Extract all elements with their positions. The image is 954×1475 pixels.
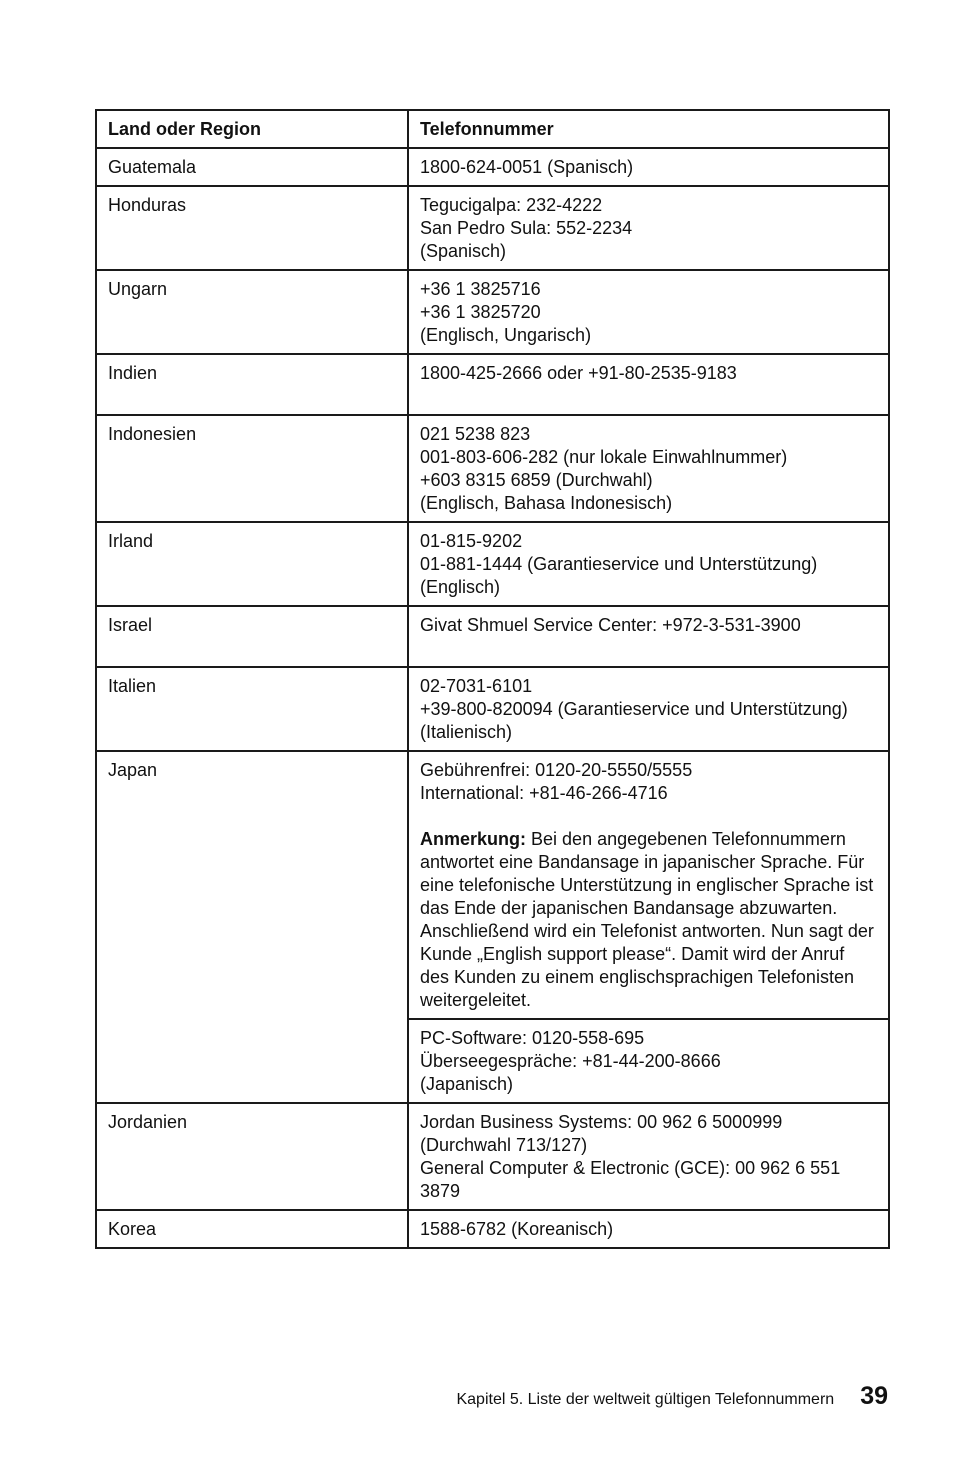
phone-line: (Italienisch) bbox=[420, 722, 513, 742]
phone-line: 1800-425-2666 oder +91-80-2535-9183 bbox=[420, 363, 737, 383]
table-row bbox=[96, 606, 889, 667]
phone-line: 021 5238 823 bbox=[420, 424, 531, 444]
page-footer bbox=[456, 1382, 888, 1411]
phone-line: (Spanisch) bbox=[420, 241, 507, 261]
column-header-country: Land oder Region bbox=[96, 110, 408, 148]
page-number: 39 bbox=[860, 1382, 888, 1410]
phone-cell bbox=[408, 522, 889, 606]
phone-line: 1588-6782 (Koreanisch) bbox=[420, 1219, 614, 1239]
country-cell: Japan bbox=[96, 751, 408, 1103]
phone-line: Überseegespräche: +81-44-200-8666 bbox=[420, 1051, 721, 1071]
table-row bbox=[96, 1210, 889, 1248]
column-header-phone: Telefonnummer bbox=[408, 110, 889, 148]
phone-line: PC-Software: 0120-558-695 bbox=[420, 1028, 645, 1048]
country-cell: Ungarn bbox=[96, 270, 408, 354]
table-row bbox=[96, 270, 889, 354]
phone-cell bbox=[408, 751, 889, 1019]
table-row bbox=[96, 751, 889, 1019]
phone-line: Tegucigalpa: 232-4222 bbox=[420, 195, 603, 215]
phone-line: 02-7031-6101 bbox=[420, 676, 533, 696]
phone-line: +39-800-820094 (Garantieservice und Unterstützung) bbox=[420, 699, 848, 719]
phone-line: (Englisch) bbox=[420, 577, 501, 597]
phone-number-table bbox=[95, 109, 890, 1249]
phone-cell bbox=[408, 1019, 889, 1103]
phone-line: Jordan Business Systems: 00 962 6 5000999 (Durchwahl 713/127) bbox=[420, 1112, 783, 1155]
table-row bbox=[96, 1103, 889, 1210]
chapter-title: Kapitel 5. Liste der weltweit gültigen Telefonnummern bbox=[456, 1391, 835, 1408]
table-row bbox=[96, 186, 889, 270]
phone-line: Givat Shmuel Service Center: +972-3-531-3900 bbox=[420, 615, 801, 635]
phone-line: Gebührenfrei: 0120-20-5550/5555 bbox=[420, 760, 693, 780]
country-cell: Israel bbox=[96, 606, 408, 667]
phone-cell bbox=[408, 148, 889, 186]
phone-line: 01-881-1444 (Garantieservice und Unterstützung) bbox=[420, 554, 818, 574]
country-cell: Italien bbox=[96, 667, 408, 751]
country-cell: Honduras bbox=[96, 186, 408, 270]
phone-line: +603 8315 6859 (Durchwahl) bbox=[420, 470, 653, 490]
phone-cell bbox=[408, 1210, 889, 1248]
table-row bbox=[96, 415, 889, 522]
phone-line: 1800-624-0051 (Spanisch) bbox=[420, 157, 634, 177]
phone-line: +36 1 3825716 bbox=[420, 279, 541, 299]
table-row bbox=[96, 148, 889, 186]
country-cell: Indien bbox=[96, 354, 408, 415]
phone-line: General Computer & Electronic (GCE): 00 962 6 551 3879 bbox=[420, 1158, 841, 1201]
phone-line: 001-803-606-282 (nur lokale Einwahlnummer) bbox=[420, 447, 788, 467]
country-cell: Korea bbox=[96, 1210, 408, 1248]
country-cell: Indonesien bbox=[96, 415, 408, 522]
phone-cell bbox=[408, 270, 889, 354]
phone-line: (Japanisch) bbox=[420, 1074, 514, 1094]
phone-cell bbox=[408, 1103, 889, 1210]
table-row bbox=[96, 667, 889, 751]
country-cell: Jordanien bbox=[96, 1103, 408, 1210]
table-header-row bbox=[96, 110, 889, 148]
table-row bbox=[96, 522, 889, 606]
table-row bbox=[96, 354, 889, 415]
phone-line: 01-815-9202 bbox=[420, 531, 523, 551]
phone-cell bbox=[408, 186, 889, 270]
note bbox=[420, 828, 878, 1012]
country-cell: Guatemala bbox=[96, 148, 408, 186]
phone-cell bbox=[408, 667, 889, 751]
note-text: Bei den angegebenen Telefonnummern antwortet eine Bandansage in japanischer Sprache. Für eine telefonische Unterstützung in englischer Sprache ist das Ende der japanischen Bandansage abzuwarten. Anschließend wird ein Telefonist antworten. Nun sagt der Kunde „English support please“. Damit wird der Anruf des Kunden zu einem englischsprachigen Telefonisten weitergeleitet. bbox=[420, 829, 874, 1010]
country-cell: Irland bbox=[96, 522, 408, 606]
note-label: Anmerkung: bbox=[420, 829, 527, 849]
phone-cell bbox=[408, 606, 889, 667]
phone-line: International: +81-46-266-4716 bbox=[420, 783, 668, 803]
phone-line: +36 1 3825720 bbox=[420, 302, 541, 322]
phone-cell bbox=[408, 415, 889, 522]
phone-cell bbox=[408, 354, 889, 415]
phone-line: (Englisch, Ungarisch) bbox=[420, 325, 592, 345]
phone-line: (Englisch, Bahasa Indonesisch) bbox=[420, 493, 673, 513]
phone-line: San Pedro Sula: 552-2234 bbox=[420, 218, 633, 238]
